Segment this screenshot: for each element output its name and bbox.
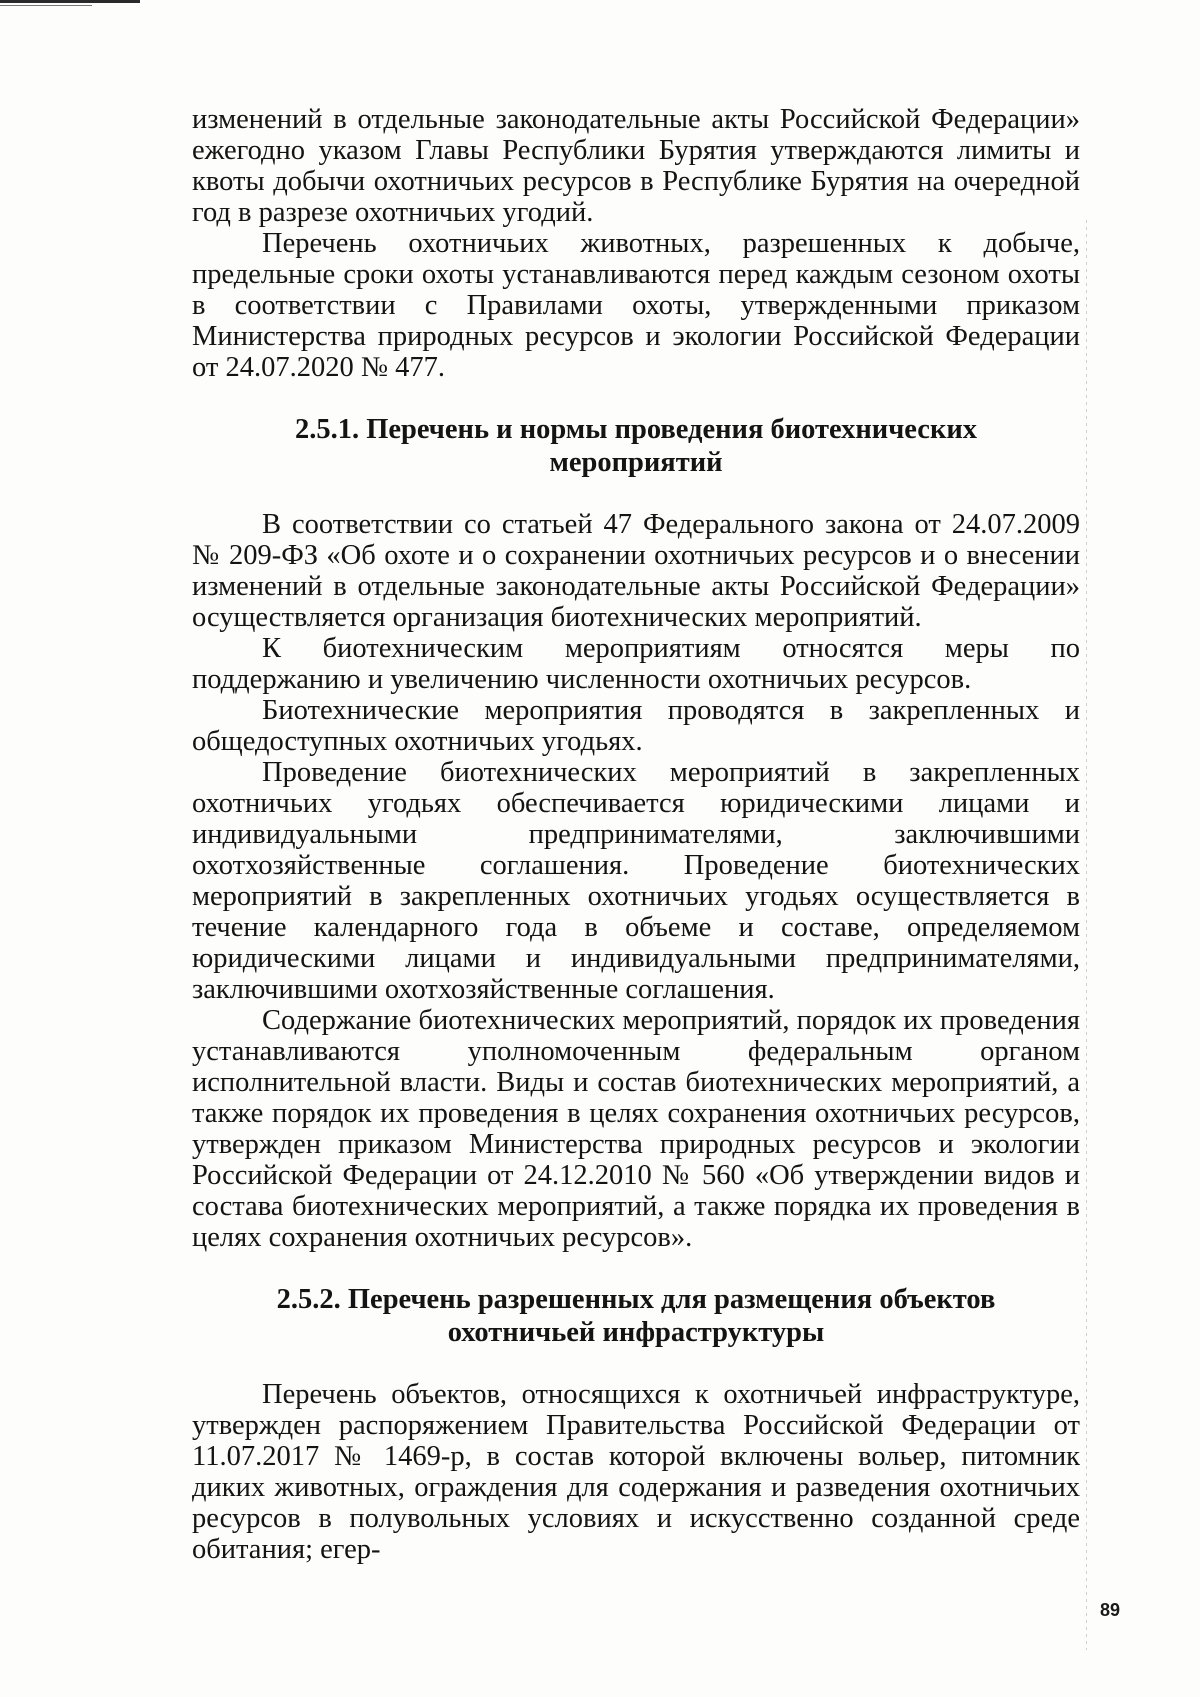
paragraph-biotech-measures: К биотехническим мероприятиям относятся меры по поддержанию и увеличению численности охотничьих ресурсов. [192, 633, 1080, 695]
scan-fold-line [1086, 220, 1087, 1650]
paragraph-infrastructure-list: Перечень объектов, относящихся к охотничьей инфраструктуре, утвержден распоряжением Правительства Российской Федерации от 11.07.2017 № 1469-р, в состав которой включены вольер, питомник диких животных, ограждения для содержания и разведения охотничьих ресурсов в полувольных условиях и искусственно созданной среде обитания; егер- [192, 1379, 1080, 1565]
paragraph-hunting-species: Перечень охотничьих животных, разрешенных к добыче, предельные сроки охоты устанавливаются перед каждым сезоном охоты в соответствии с Правилами охоты, утвержденными приказом Министерства природных ресурсов и экологии Российской Федерации от 24.07.2020 № 477. [192, 228, 1080, 383]
section-heading-2-5-2-line2: охотничьей инфраструктуры [447, 1317, 825, 1348]
scan-edge-mark [0, 0, 140, 3]
scan-edge-mark-thin [0, 5, 92, 6]
paragraph-article-47: В соответствии со статьей 47 Федерального закона от 24.07.2009 № 209-ФЗ «Об охоте и о сохранении охотничьих ресурсов и о внесении изменений в отдельные законодательные акты Российской Федерации» осуществляется организация биотехнических мероприятий. [192, 509, 1080, 633]
paragraph-biotech-lands: Биотехнические мероприятия проводятся в закрепленных и общедоступных охотничьих угодьях. [192, 695, 1080, 757]
paragraph-biotech-content: Содержание биотехнических мероприятий, порядок их проведения устанавливаются уполномоченным федеральным органом исполнительной власти. Виды и состав биотехнических мероприятий, а также порядок их проведения в целях сохранения охотничьих ресурсов, утвержден приказом Министерства природных ресурсов и экологии Российской Федерации от 24.12.2010 № 560 «Об утверждении видов и состава биотехнических мероприятий, а также порядка их проведения в целях сохранения охотничьих ресурсов». [192, 1005, 1080, 1253]
page-number: 89 [1100, 1600, 1121, 1620]
paragraph-intro-continuation: изменений в отдельные законодательные акты Российской Федерации» ежегодно указом Главы Республики Бурятия утверждаются лимиты и квоты добычи охотничьих ресурсов в Республике Бурятия на очередной год в разрезе охотничьих угодий. [192, 104, 1080, 228]
paragraph-biotech-assigned-lands: Проведение биотехнических мероприятий в закрепленных охотничьих угодьях обеспечивается юридическими лицами и индивидуальными предпринимателями, заключившими охотхозяйственные соглашения. Проведение биотехнических мероприятий в закрепленных охотничьих угодьях осуществляется в течение календарного года в объеме и составе, определяемом юридическими лицами и индивидуальными предпринимателями, заключившими охотхозяйственные соглашения. [192, 757, 1080, 1005]
document-body [192, 104, 1080, 1565]
section-heading-2-5-1 [192, 413, 1080, 479]
section-heading-2-5-1-line1: 2.5.1. Перечень и нормы проведения биотехнических [294, 414, 978, 445]
section-heading-2-5-2 [192, 1283, 1080, 1349]
section-heading-2-5-2-line1: 2.5.2. Перечень разрешенных для размещения объектов [276, 1284, 996, 1315]
section-heading-2-5-1-line2: мероприятий [549, 447, 723, 478]
